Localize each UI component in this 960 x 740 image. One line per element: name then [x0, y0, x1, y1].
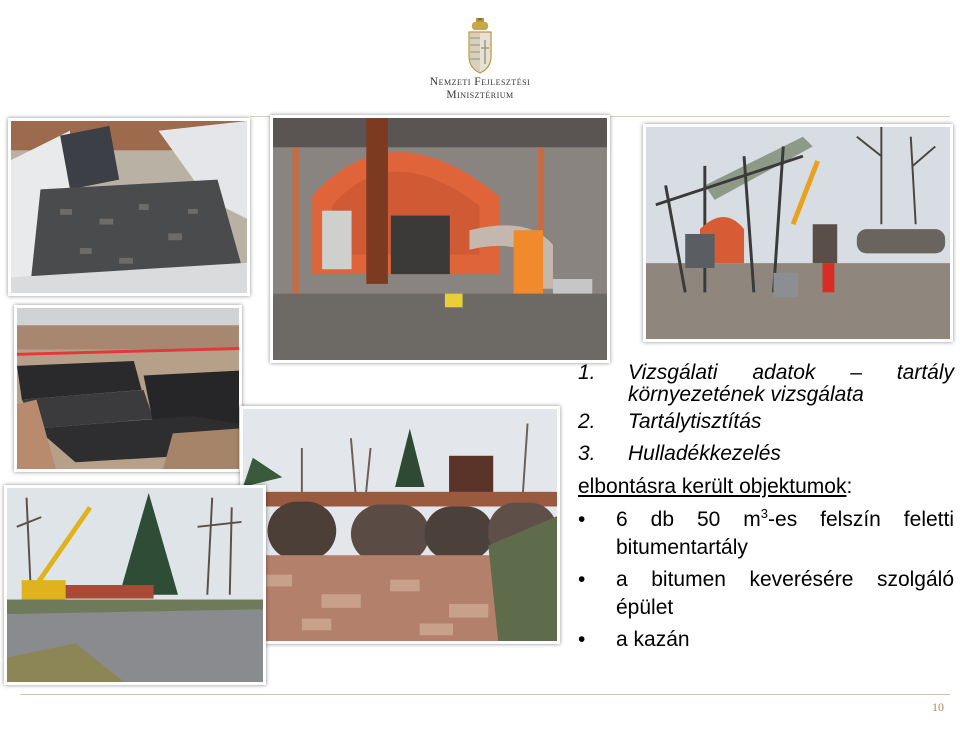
ministry-name-line1: Nemzeti Fejlesztési — [429, 76, 531, 88]
item-number: 3. — [578, 442, 596, 465]
photo-crane-road — [4, 485, 266, 685]
photo-bitumen-tanks-rubble — [240, 406, 560, 644]
bullet-item-2 — [578, 564, 954, 624]
bullet-text-line2: bitumentartály — [616, 536, 748, 559]
heading-colon: : — [846, 475, 853, 498]
bullet-superscript: 3 — [760, 506, 769, 521]
item-text: Hulladékkezelés — [628, 442, 781, 465]
footer-divider — [20, 694, 950, 695]
bullet-text-pre: 6 db 50 m — [616, 508, 761, 531]
photo-tank-plastic-sheeting — [8, 118, 250, 296]
item-number: 2. — [578, 410, 596, 433]
bullet-text-line2: épület — [616, 596, 674, 619]
bullet-icon: • — [578, 628, 586, 651]
item-text: Tartálytisztítás — [628, 410, 762, 433]
bullet-icon: • — [578, 568, 586, 591]
photo-excavated-pits — [14, 305, 242, 472]
numbered-list — [578, 360, 954, 466]
numbered-item-3 — [578, 441, 954, 466]
item-number: 1. — [578, 361, 596, 384]
heading-text: elbontásra került objektumok — [578, 475, 847, 498]
photo-orange-boiler — [270, 115, 610, 363]
photo-demolished-structure — [643, 124, 953, 342]
coat-of-arms-icon — [466, 18, 494, 74]
numbered-item-2 — [578, 409, 954, 434]
ministry-name — [400, 76, 560, 102]
bullet-item-3 — [578, 624, 954, 656]
bullet-text: a kazán — [616, 628, 690, 651]
ministry-name-line2: Minisztérium — [446, 89, 514, 101]
content-text — [578, 360, 954, 656]
bullet-text-post: -es felszín feletti — [768, 508, 954, 531]
bullet-item-1 — [578, 504, 954, 564]
ministry-logo — [400, 18, 560, 108]
item-text-line2: környezetének vizsgálata — [628, 383, 864, 406]
item-text-line1: Vizsgálati adatok – tartály — [628, 361, 954, 384]
demolished-objects-heading — [578, 474, 954, 500]
numbered-item-1 — [578, 360, 954, 407]
bullet-icon: • — [578, 508, 586, 531]
page-number: 10 — [932, 700, 944, 714]
bullet-list — [578, 504, 954, 656]
bullet-text-line1: a bitumen keverésére szolgáló — [616, 568, 954, 591]
